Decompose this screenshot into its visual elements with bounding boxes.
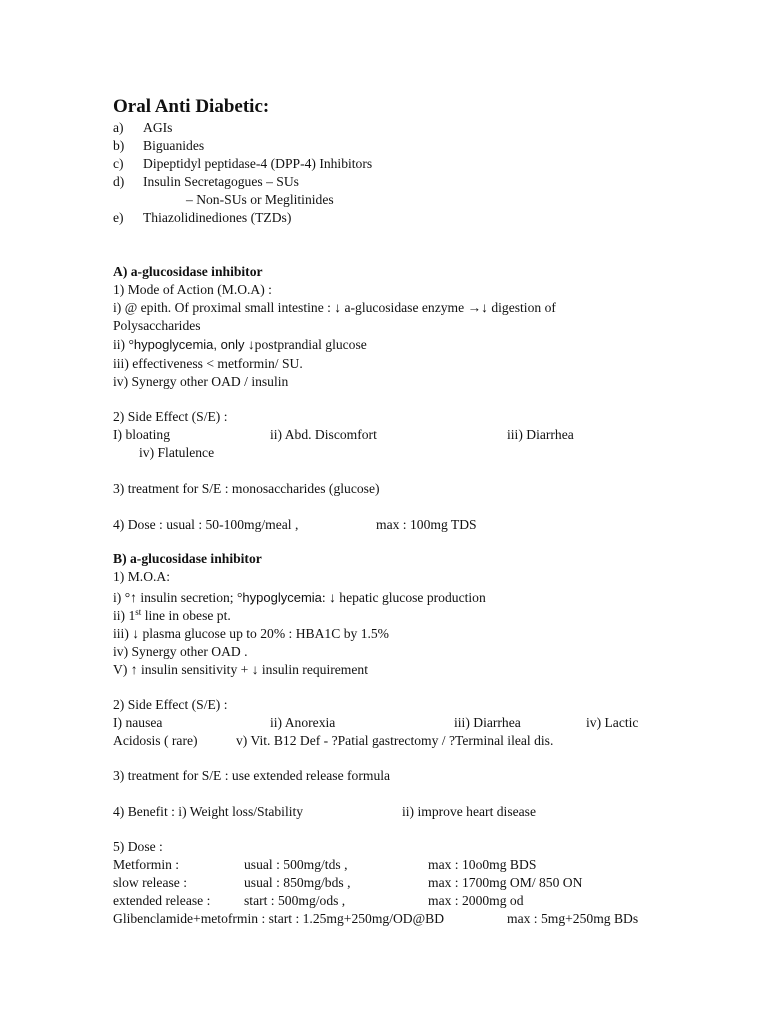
section-b-moa-2: ii) 1st line in obese pt. (113, 607, 231, 623)
dose-row-metformin: Metformin : usual : 500mg/tds , max : 10o0mg BDS (113, 857, 537, 872)
section-a-heading: A) a-glucosidase inhibitor (113, 264, 263, 279)
section-b-benefit: 4) Benefit : i) Weight loss/Stability ii) improve heart disease (113, 804, 536, 819)
section-a-se-heading: 2) Side Effect (S/E) : (113, 409, 228, 424)
section-a-moa-heading: 1) Mode of Action (M.O.A) : (113, 282, 272, 297)
dose-row-extended-release: extended release : start : 500mg/ods , max : 2000mg od (113, 893, 524, 908)
section-b-moa-heading: 1) M.O.A: (113, 569, 171, 584)
section-a-moa-4: iv) Synergy other OAD / insulin (113, 374, 289, 389)
class-item-e: e) Thiazolidinediones (TZDs) (113, 210, 292, 225)
section-b-moa-1: i) °↑ insulin secretion; °hypoglycemia: ↓ hepatic glucose production (113, 590, 486, 605)
section-a-moa-3: iii) effectiveness < metformin/ SU. (113, 356, 303, 371)
section-b-moa-4: iv) Synergy other OAD . (113, 644, 248, 659)
class-item-c: c) Dipeptidyl peptidase-4 (DPP-4) Inhibitors (113, 156, 373, 171)
class-item-a: a) AGIs (113, 120, 173, 135)
section-a-dose: 4) Dose : usual : 50-100mg/meal , max : 100mg TDS (113, 517, 477, 532)
section-b-moa-5: V) ↑ insulin sensitivity + ↓ insulin requirement (113, 662, 368, 677)
section-a-moa-2: ii) °hypoglycemia, only ↓postprandial glucose (113, 337, 367, 352)
section-a-treatment: 3) treatment for S/E : monosaccharides (glucose) (113, 481, 380, 496)
section-a-moa-1: i) @ epith. Of proximal small intestine : ↓ a-glucosidase enzyme →↓ digestion of (113, 300, 556, 315)
dose-row-slow-release: slow release : usual : 850mg/bds , max : 1700mg OM/ 850 ON (113, 875, 583, 890)
section-a-moa-1b: Polysaccharides (113, 318, 201, 333)
class-item-d: d) Insulin Secretagogues – SUs (113, 174, 299, 189)
section-b-treatment: 3) treatment for S/E : use extended release formula (113, 768, 391, 783)
section-b-se-row-2: Acidosis ( rare) v) Vit. B12 Def - ?Patial gastrectomy / ?Terminal ileal dis. (113, 733, 554, 748)
dose-row-combination: Glibenclamide+metofrmin : start : 1.25mg+250mg/OD@BD max : 5mg+250mg BDs (113, 911, 639, 926)
section-a-se-4: iv) Flatulence (139, 445, 215, 460)
page-title: Oral Anti Diabetic: (113, 96, 270, 117)
section-b-moa-3: iii) ↓ plasma glucose up to 20% : HBA1C by 1.5% (113, 626, 390, 641)
section-a-se-row: I) bloating ii) Abd. Discomfort iii) Diarrhea (113, 427, 574, 442)
section-b-dose-heading: 5) Dose : (113, 839, 163, 854)
class-item-d-sub: – Non-SUs or Meglitinides (186, 192, 334, 207)
class-item-b: b) Biguanides (113, 138, 205, 153)
section-b-se-row-1: I) nausea ii) Anorexia iii) Diarrhea iv) Lactic (113, 715, 639, 730)
section-b-heading: B) a-glucosidase inhibitor (113, 551, 262, 566)
section-b-se-heading: 2) Side Effect (S/E) : (113, 697, 228, 712)
